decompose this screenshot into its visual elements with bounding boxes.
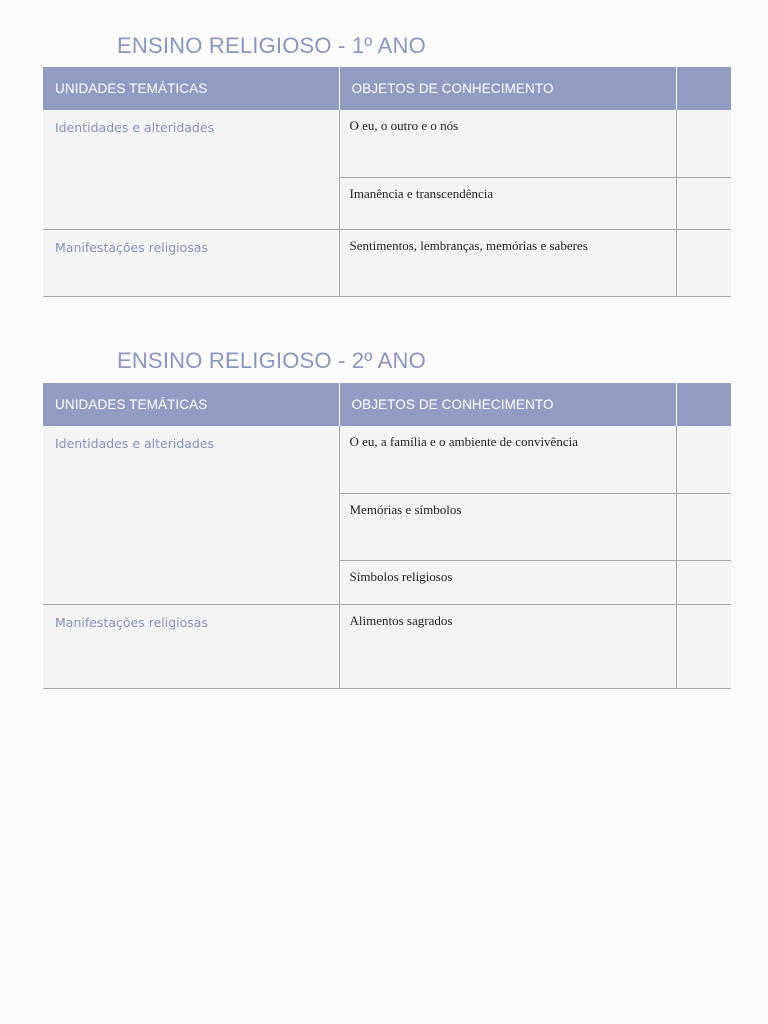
object-cell: Símbolos religiosos	[339, 560, 676, 604]
unit-cell: Manifestações religiosas	[43, 229, 339, 296]
unit-cell: Manifestações religiosas	[43, 604, 339, 688]
header-objetos-de-conhecimento: OBJETOS DE CONHECIMENTO	[339, 383, 676, 426]
table-header-row	[43, 383, 731, 426]
unit-cell: Identidades e alteridades	[43, 426, 339, 604]
object-cell: Sentimentos, lembranças, memórias e saberes	[339, 229, 676, 296]
extra-cell	[676, 560, 731, 604]
header-unidades-tematicas: UNIDADES TEMÁTICAS	[43, 67, 339, 110]
object-cell: Imanência e transcendência	[339, 177, 676, 229]
unit-cell: Identidades e alteridades	[43, 110, 339, 229]
curriculum-table-2	[43, 383, 731, 689]
object-cell: O eu, a família e o ambiente de convivência	[339, 426, 676, 493]
table-header-row	[43, 67, 731, 110]
table-row	[43, 229, 731, 296]
table-row	[43, 110, 731, 177]
header-objetos-de-conhecimento: OBJETOS DE CONHECIMENTO	[339, 67, 676, 110]
table-row	[43, 426, 731, 493]
extra-cell	[676, 229, 731, 296]
extra-cell	[676, 110, 731, 177]
section-title-2: ENSINO RELIGIOSO - 2º ANO	[117, 348, 426, 373]
object-cell: Memórias e símbolos	[339, 493, 676, 560]
section-title-1: ENSINO RELIGIOSO - 1º ANO	[117, 33, 426, 58]
object-cell: O eu, o outro e o nós	[339, 110, 676, 177]
extra-cell	[676, 493, 731, 560]
extra-cell	[676, 426, 731, 493]
header-unidades-tematicas: UNIDADES TEMÁTICAS	[43, 383, 339, 426]
header-extra	[676, 67, 731, 110]
extra-cell	[676, 177, 731, 229]
curriculum-table-1	[43, 67, 731, 297]
object-cell: Alimentos sagrados	[339, 604, 676, 688]
extra-cell	[676, 604, 731, 688]
table-row	[43, 604, 731, 688]
header-extra	[676, 383, 731, 426]
